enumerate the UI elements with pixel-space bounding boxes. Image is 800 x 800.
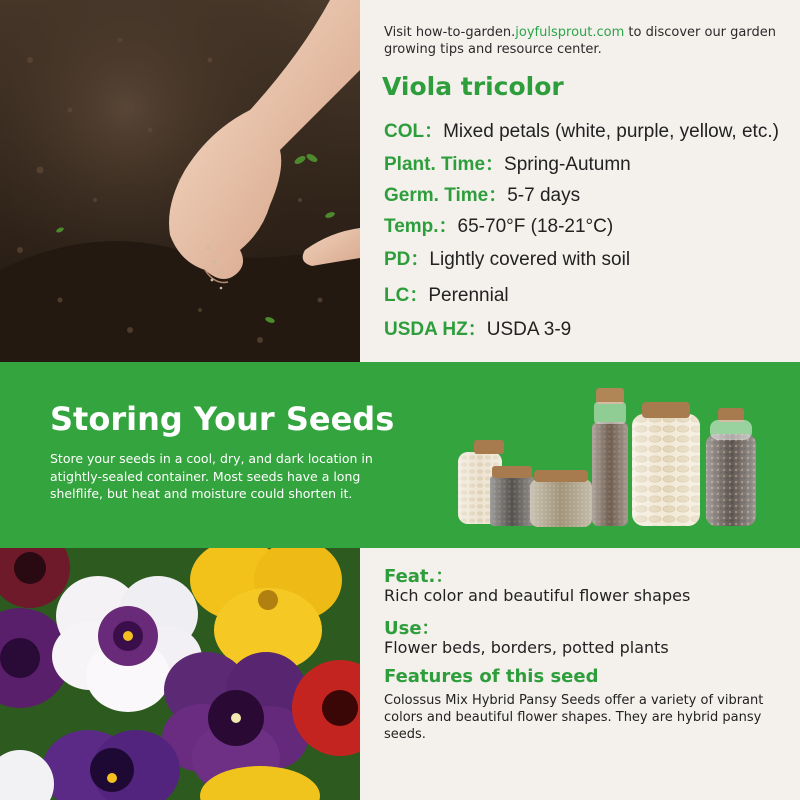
spec-key: USDA HZ：	[384, 319, 487, 340]
spec-value: USDA 3-9	[486, 319, 572, 340]
spec-key: Germ. Time：	[384, 185, 508, 206]
sowing-seeds-photo	[0, 0, 360, 362]
bottom-section	[0, 548, 800, 800]
use-value: Flower beds, borders, potted plants	[384, 638, 669, 657]
spec-value: Lightly covered with soil	[429, 249, 631, 270]
seed-jars-illustration	[452, 384, 762, 529]
spec-value: 65-70°F (18-21°C)	[457, 216, 614, 237]
spec-key: Temp.：	[384, 216, 458, 237]
visit-prefix: Visit how-to-garden.	[384, 25, 516, 40]
storing-seeds-text: Store your seeds in a cool, dry, and dark location in atightly-sealed container. Most seeds have a long shelflife, but heat and moisture could shorten it.	[50, 451, 373, 501]
visit-suffix: to discover our garden growing tips and resource center.	[384, 25, 776, 57]
seed-features-label: Features of this seed	[384, 666, 599, 687]
spec-planting-depth	[384, 244, 630, 271]
plant-info-panel	[360, 0, 800, 362]
feat-label: Feat.：	[384, 566, 454, 587]
spec-value: Spring-Autumn	[504, 154, 631, 175]
spec-planting-time	[384, 149, 631, 176]
spec-temperature	[384, 211, 613, 238]
storing-seeds-title: Storing Your Seeds	[50, 400, 395, 438]
feat-value: Rich color and beautiful flower shapes	[384, 586, 691, 605]
visit-notice	[384, 24, 794, 58]
features-panel	[360, 548, 800, 800]
spec-key: COL：	[384, 121, 444, 142]
spec-key: PD：	[384, 249, 430, 270]
use-label: Use：	[384, 618, 440, 639]
pansy-flowers-photo	[0, 548, 360, 800]
spec-value: Mixed petals (white, purple, yellow, etc.)	[443, 121, 779, 142]
spec-usda-zone	[384, 314, 571, 341]
spec-life-cycle	[384, 280, 509, 307]
storing-seeds-band	[0, 362, 800, 548]
spec-value: Perennial	[428, 285, 509, 306]
spec-key: Plant. Time：	[384, 154, 505, 175]
spec-key: LC：	[384, 285, 429, 306]
seed-features-text: Colossus Mix Hybrid Pansy Seeds offer a variety of vibrant colors and beautiful flower shapes. They are hybrid pansy seeds.	[384, 693, 764, 742]
spec-value: 5-7 days	[507, 185, 581, 206]
website-link[interactable]: joyfulsprout.com	[515, 25, 625, 40]
spec-germination-time	[384, 180, 580, 207]
plant-name-title: Viola tricolor	[382, 72, 564, 101]
top-section	[0, 0, 800, 362]
spec-color	[384, 116, 779, 143]
